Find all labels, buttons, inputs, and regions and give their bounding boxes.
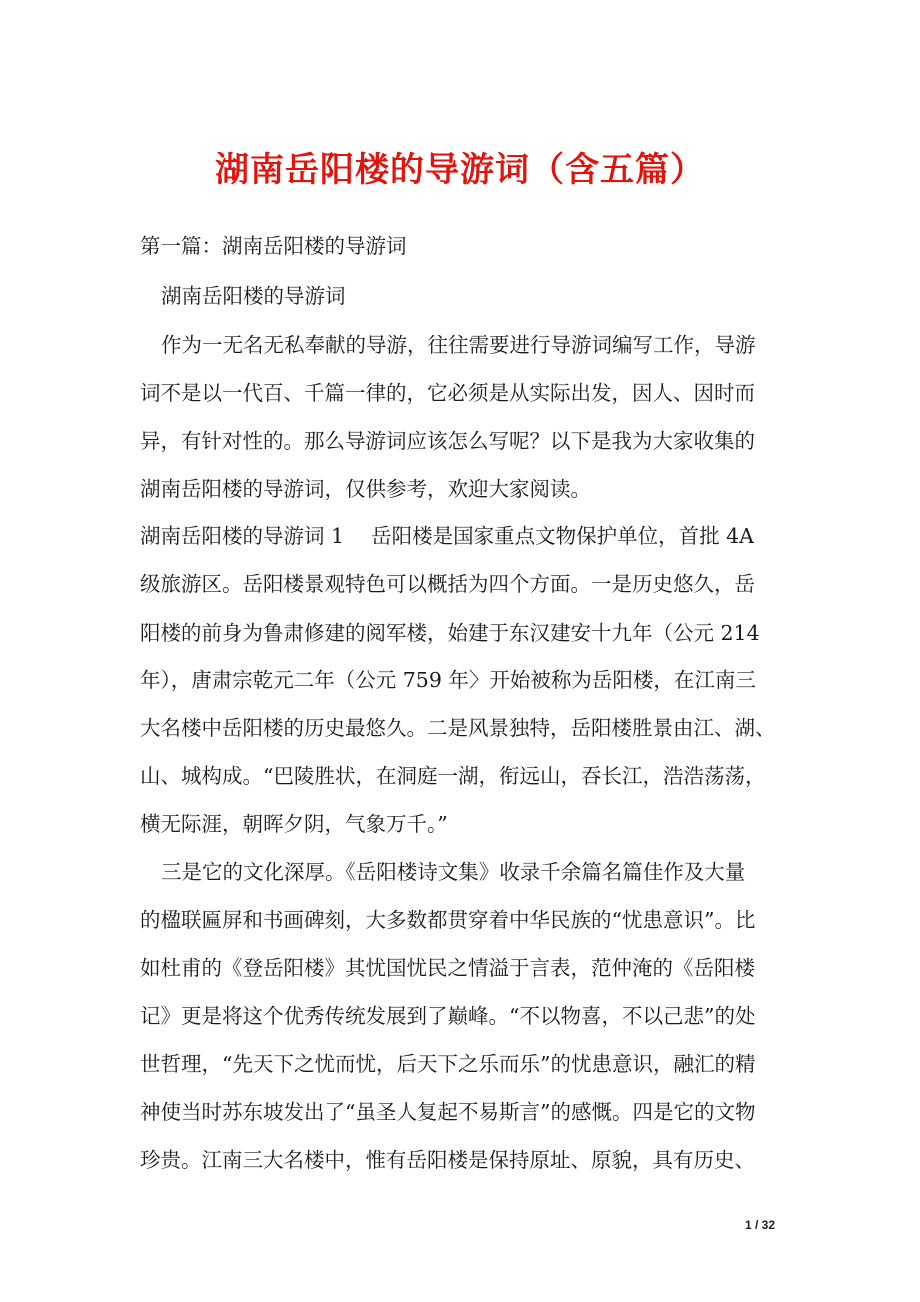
paragraph-line: 级旅游区。岳阳楼景观特色可以概括为四个方面。一是历史悠久，岳 <box>140 572 755 596</box>
paragraph-line: 大名楼中岳阳楼的历史最悠久。二是风景独特，岳阳楼胜景由江、湖、 <box>140 716 776 740</box>
subheading: 湖南岳阳楼的导游词 <box>161 284 346 308</box>
paragraph-line: 山、城构成。“巴陵胜状，在洞庭一湖，衔远山，吞长江，浩浩荡荡， <box>140 764 766 788</box>
section-heading: 第一篇：湖南岳阳楼的导游词 <box>140 234 407 258</box>
paragraph-line: 作为一无名无私奉献的导游，往往需要进行导游词编写工作，导游 <box>161 333 756 357</box>
document-title: 湖南岳阳楼的导游词（含五篇） <box>215 150 705 190</box>
paragraph-line: 异，有针对性的。那么导游词应该怎么写呢？以下是我为大家收集的 <box>140 429 755 453</box>
paragraph-line: 如杜甫的《登岳阳楼》其忧国忧民之情溢于言表，范仲淹的《岳阳楼 <box>140 956 755 980</box>
paragraph-line: 记》更是将这个优秀传统发展到了巅峰。“不以物喜，不以己悲”的处 <box>140 1004 756 1028</box>
page-number: 1 / 32 <box>745 1218 776 1232</box>
paragraph-line: 湖南岳阳楼的导游词，仅供参考，欢迎大家阅读。 <box>140 477 591 501</box>
paragraph-line: 阳楼的前身为鲁肃修建的阅军楼，始建于东汉建安十九年（公元 214 <box>140 621 760 645</box>
paragraph-line: 湖南岳阳楼的导游词 1 岳阳楼是国家重点文物保护单位，首批 4A <box>140 524 754 548</box>
paragraph-line: 横无际涯，朝晖夕阴，气象万千。” <box>140 812 448 836</box>
paragraph-line: 珍贵。江南三大名楼中，惟有岳阳楼是保持原址、原貌，具有历史、 <box>140 1148 755 1172</box>
paragraph-line: 三是它的文化深厚。《岳阳楼诗文集》收录千余篇名篇佳作及大量 <box>161 860 746 884</box>
paragraph-line: 世哲理，“先天下之忧而忧，后天下之乐而乐”的忧患意识，融汇的精 <box>140 1052 756 1076</box>
paragraph-line: 神使当时苏东坡发出了“虽圣人复起不易斯言”的感慨。四是它的文物 <box>140 1100 756 1124</box>
paragraph-line: 年），唐肃宗乾元二年（公元 759 年〉开始被称为岳阳楼，在江南三 <box>140 668 756 692</box>
paragraph-line: 的楹联匾屏和书画碑刻，大多数都贯穿着中华民族的“忧患意识”。比 <box>140 908 756 932</box>
paragraph-line: 词不是以一代百、千篇一律的，它必须是从实际出发，因人、因时而 <box>140 381 755 405</box>
